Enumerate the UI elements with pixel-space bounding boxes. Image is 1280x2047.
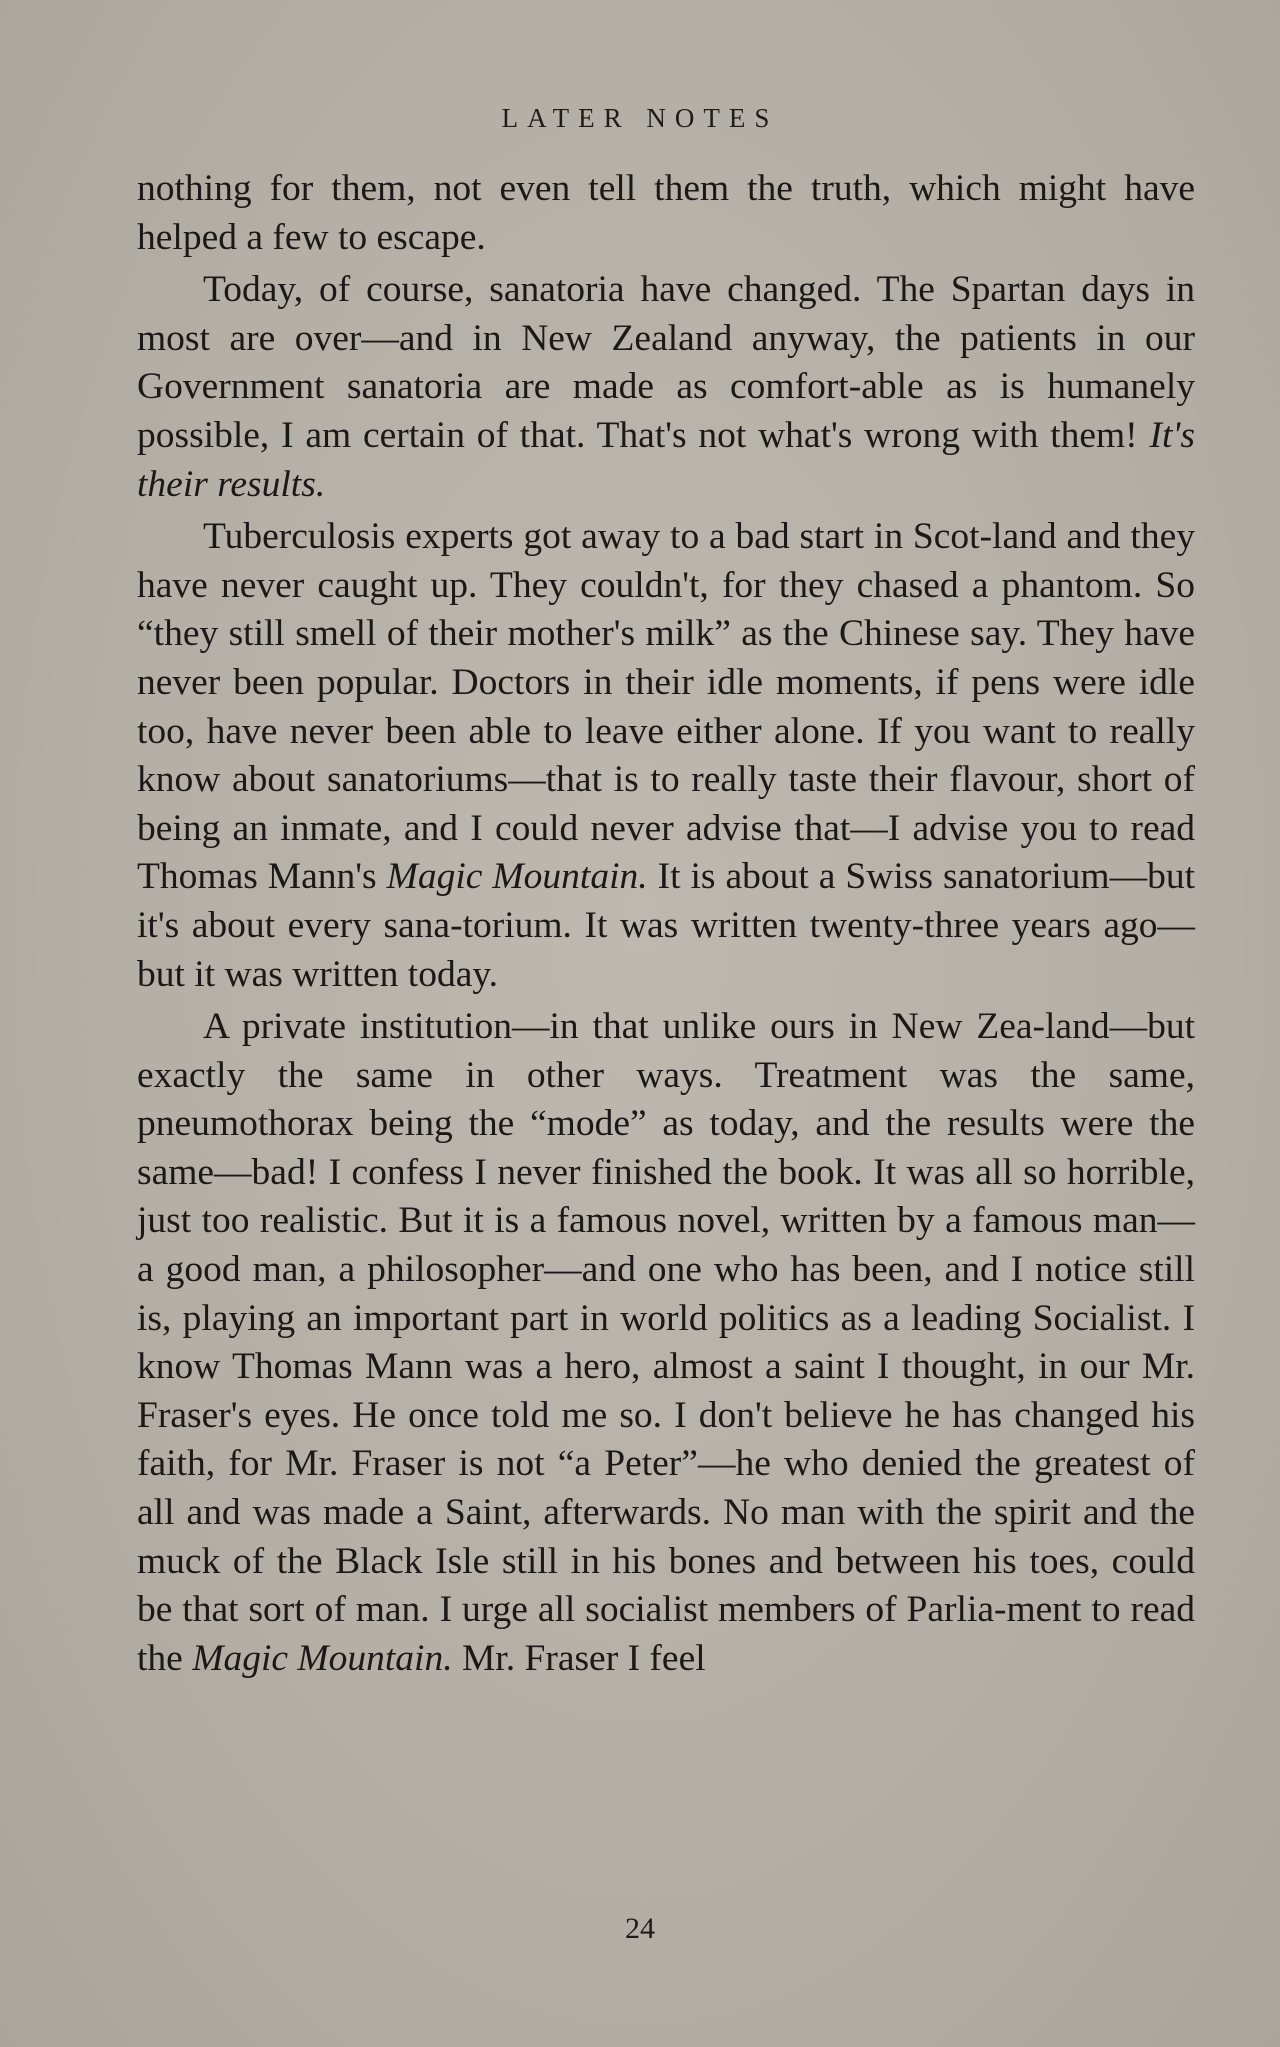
paragraph: [137, 266, 1195, 509]
text-run: Mr. Fraser I feel: [452, 1637, 706, 1679]
paragraph: [137, 1003, 1195, 1683]
text-run: Today, of course, sanatoria have changed. The Spartan days in most are over—and in New Zealand anyway, the patients in our Government sanatoria are made as comfort-able as is humanely possible, I am certain of that. That's not what's wrong with them!: [137, 269, 1195, 456]
text-run: It is about a Swiss sanatorium—but it's about every sana-torium. It was written twenty-three years ago—but it was written today.: [137, 856, 1195, 995]
page-number: 24: [625, 1912, 655, 1945]
paragraph: [137, 513, 1195, 999]
italic-text: Magic Mountain.: [192, 1637, 453, 1679]
body-text: [137, 165, 1195, 1683]
running-head: LATER NOTES: [501, 103, 779, 133]
italic-text: It's their results.: [137, 414, 1195, 505]
italic-text: Magic Mountain.: [386, 856, 648, 898]
text-run: nothing for them, not even tell them the truth, which might have helped a few to escape.: [137, 168, 1195, 258]
text-run: A private institution—in that unlike ours in New Zea-land—but exactly the same in other ways. Treatment was the same, pneumothorax being the “mode” as today, and the results were the same—bad! I confess I never finished the book. It was all so horrible, just too realistic. But it is a famous novel, written by a famous man—a good man, a philosopher—and one who has been, and I notice still is, playing an important part in world politics as a leading Socialist. I know Thomas Mann was a hero, almost a saint I thought, in our Mr. Fraser's eyes. He once told me so. I don't believe he has changed his faith, for Mr. Fraser is not “a Peter”—he who denied the greatest of all and was made a Saint, afterwards. No man with the spirit and the muck of the Black Isle still in his bones and between his toes, could be that sort of man. I urge all socialist members of Parlia-ment to read the: [137, 1006, 1195, 1679]
text-run: Tuberculosis experts got away to a bad start in Scot-land and they have never caught up. They couldn't, for they chased a phantom. So “they still smell of their mother's milk” as the Chinese say. They have never been popular. Doctors in their idle moments, if pens were idle too, have never been able to leave either alone. If you want to really know about sanatoriums—that is to really taste their flavour, short of being an inmate, and I could never advise that—I advise you to read Thomas Mann's: [137, 516, 1195, 898]
paragraph: [137, 165, 1195, 262]
